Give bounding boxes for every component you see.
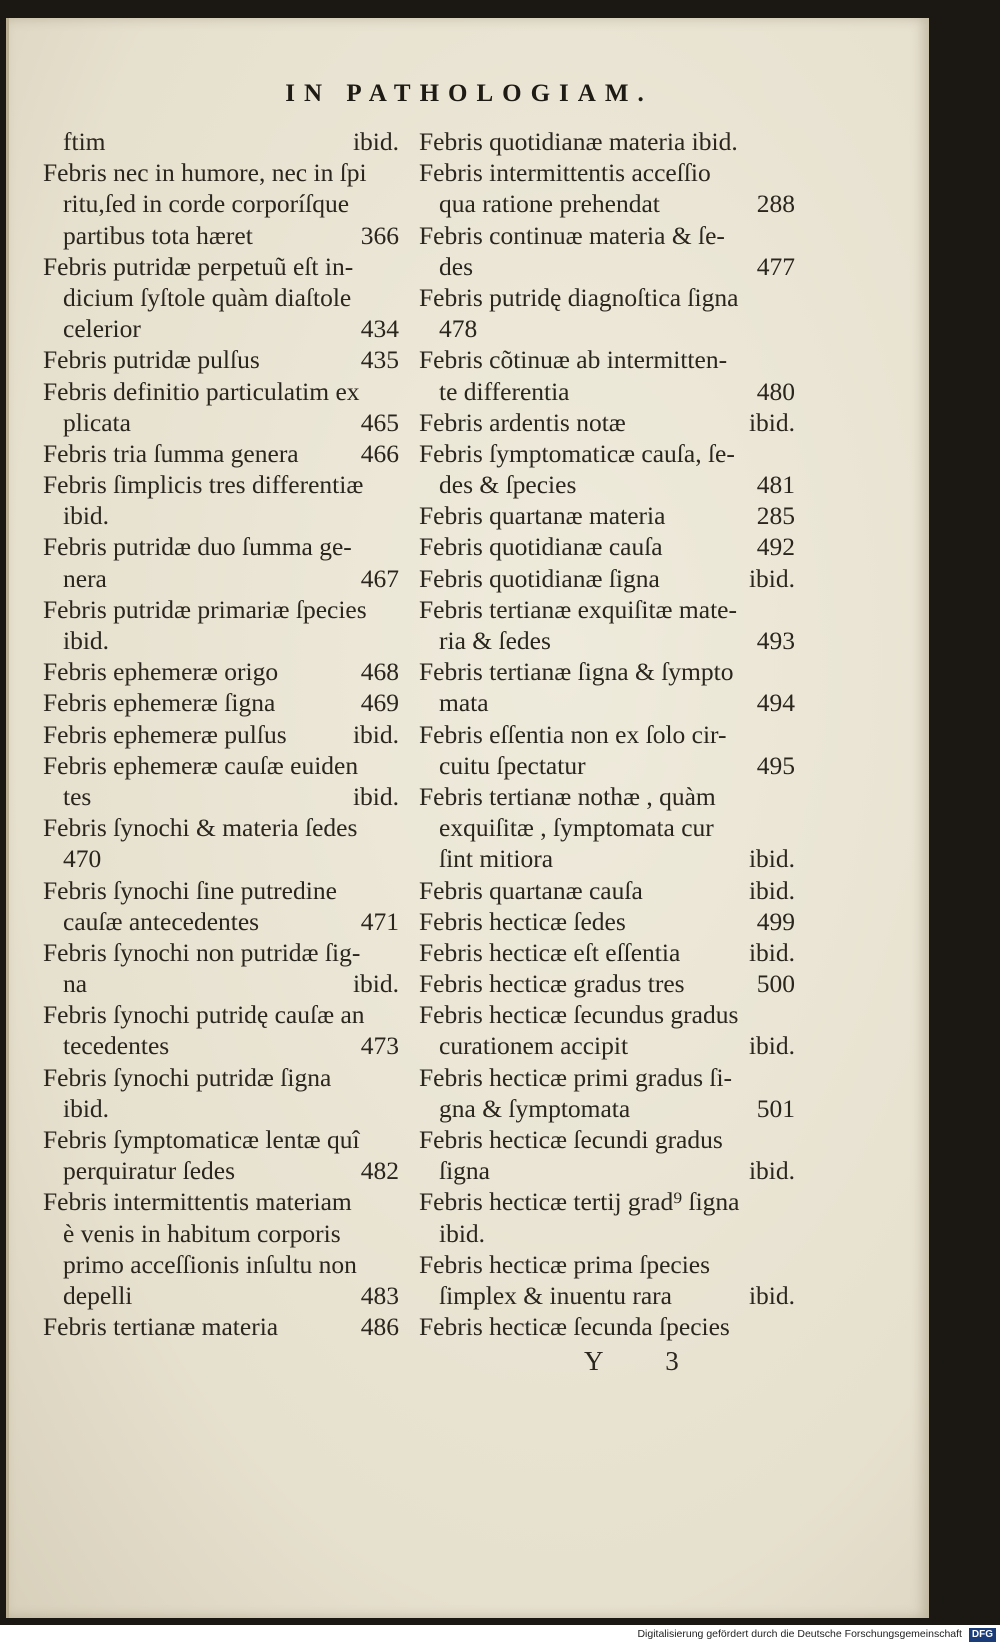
index-entry-text: Febris ſynochi non putridæ ſig- xyxy=(43,937,361,967)
index-entry-text: 470 xyxy=(63,844,102,874)
index-line xyxy=(419,376,795,407)
index-entry-text: Febris hecticæ ſecundi gradus xyxy=(419,1125,723,1154)
index-entry-text: Febris hecticæ tertij grad⁹ ſigna xyxy=(419,1187,740,1217)
index-entry-text: curationem accipit xyxy=(439,1031,629,1061)
index-line xyxy=(419,220,795,251)
index-line xyxy=(43,220,399,251)
index-page-ref: ibid. xyxy=(748,937,795,967)
index-line xyxy=(419,1155,795,1186)
index-line xyxy=(419,1311,795,1342)
index-page-ref: 495 xyxy=(756,750,795,780)
index-entry-text: Febris hecticæ ſecunda ſpecies xyxy=(419,1312,730,1342)
index-entry-text: te differentia xyxy=(439,376,570,406)
index-line xyxy=(43,282,399,313)
index-entry-text: Febris intermittentis acceſſio xyxy=(419,158,711,188)
index-entry-text: celerior xyxy=(63,314,141,344)
index-entry-text: ſint mitiora xyxy=(439,844,554,874)
index-page-ref: 471 xyxy=(360,906,399,936)
index-line xyxy=(43,1062,399,1093)
index-entry-text: primo acceſſionis inſultu non xyxy=(63,1249,357,1279)
index-page-ref: 434 xyxy=(360,314,399,344)
index-entry-text: Febris hecticæ eſt eſſentia xyxy=(419,937,681,967)
index-entry-text: ſigna xyxy=(439,1156,490,1186)
index-entry-text: Febris ſynochi & materia ſedes xyxy=(43,813,358,843)
index-entry-text: 478 xyxy=(439,314,478,344)
index-entry-text: plicata xyxy=(63,407,131,437)
index-entry-text: Febris quotidianæ ſigna xyxy=(419,563,660,593)
index-entry-text: nera xyxy=(63,563,107,593)
index-page-ref: 366 xyxy=(360,220,399,250)
index-entry-text: Febris definitio particulatim ex xyxy=(43,376,360,406)
index-line xyxy=(419,1218,795,1249)
index-line xyxy=(43,1186,399,1217)
index-line xyxy=(419,1186,795,1217)
index-column-right xyxy=(419,126,795,1342)
index-entry-text: Febris continuæ materia & ſe- xyxy=(419,220,725,250)
index-entry-text: Febris ardentis notæ xyxy=(419,407,626,437)
index-line xyxy=(419,1280,795,1311)
index-line xyxy=(43,687,399,718)
index-entry-text: Febris cõtinuæ ab intermitten- xyxy=(419,345,728,375)
index-entry-text: Febris intermittentis materiam xyxy=(43,1187,352,1217)
index-line xyxy=(419,999,795,1030)
index-entry-text: depelli xyxy=(63,1280,133,1310)
index-page-ref: 435 xyxy=(360,345,399,375)
index-line xyxy=(43,1218,399,1249)
index-line xyxy=(419,937,795,968)
index-line xyxy=(43,1280,399,1311)
index-entry-text: des xyxy=(439,251,473,281)
index-line xyxy=(43,344,399,375)
index-line xyxy=(419,906,795,937)
index-line xyxy=(43,563,399,594)
index-entry-text: Febris tertianæ exquiſitæ mate- xyxy=(419,594,737,624)
index-page-ref: 501 xyxy=(756,1093,795,1123)
index-page-ref: 481 xyxy=(756,470,795,500)
index-line xyxy=(43,438,399,469)
index-entry-text: ria & ſedes xyxy=(439,626,551,655)
index-page-ref: 465 xyxy=(360,407,399,437)
index-entry-text: Febris putridę diagnoſtica ſigna xyxy=(419,282,739,312)
index-entry-text: ibid. xyxy=(439,1218,486,1248)
index-line xyxy=(43,750,399,781)
index-line xyxy=(43,407,399,438)
index-entry-text: Febris ſimplicis tres differentiæ xyxy=(43,470,364,500)
index-page-ref: 469 xyxy=(360,688,399,718)
index-entry-text: Febris ſynochi ſine putredine xyxy=(43,875,337,905)
index-entry-text: ibid. xyxy=(63,626,110,655)
index-line xyxy=(43,906,399,937)
dfg-logo: DFG xyxy=(969,1628,996,1642)
index-page-ref: 467 xyxy=(360,563,399,593)
index-entry-text: Febris hecticæ gradus tres xyxy=(419,969,685,999)
index-page-ref: 493 xyxy=(756,626,795,655)
index-entry-text: na xyxy=(63,969,88,999)
index-entry-text: Febris ſynochi putridę cauſæ an xyxy=(43,1000,365,1030)
index-entry-text: Febris ephemeræ ſigna xyxy=(43,688,276,718)
index-line xyxy=(43,719,399,750)
index-line xyxy=(43,625,399,656)
index-entry-text: ſimplex & inuentu rara xyxy=(439,1280,672,1310)
index-line xyxy=(43,1093,399,1124)
index-entry-text: cuitu ſpectatur xyxy=(439,750,586,780)
index-entry-text: Febris tertianæ materia xyxy=(43,1312,279,1342)
digitization-credit xyxy=(600,1627,996,1641)
index-line xyxy=(419,1124,795,1155)
index-entry-text: Febris ephemeræ cauſæ euiden xyxy=(43,750,359,780)
index-page-ref: ibid. xyxy=(748,563,795,593)
signature-mark: Y 3 xyxy=(584,1346,707,1376)
index-line xyxy=(419,875,795,906)
index-entry-text: dicium ſyſtole quàm diaſtole xyxy=(63,282,352,312)
index-entry-text: tecedentes xyxy=(63,1031,170,1061)
index-page-ref: ibid. xyxy=(748,875,795,905)
index-line xyxy=(419,469,795,500)
index-entry-text: perquiratur ſedes xyxy=(63,1156,236,1186)
index-entry-text: Febris tertianæ nothæ , quàm xyxy=(419,781,716,811)
index-line xyxy=(419,781,795,812)
index-entry-text: Febris quotidianæ cauſa xyxy=(419,532,663,562)
index-entry-text: Febris ephemeræ pulſus xyxy=(43,719,287,749)
index-line xyxy=(43,1311,399,1342)
index-line xyxy=(43,469,399,500)
index-page-ref: ibid. xyxy=(748,1280,795,1310)
index-page-ref: 468 xyxy=(360,657,399,687)
index-page-ref: 499 xyxy=(756,906,795,936)
index-column-left xyxy=(43,126,399,1342)
index-line xyxy=(43,1030,399,1061)
index-line xyxy=(419,719,795,750)
index-entry-text: des & ſpecies xyxy=(439,470,577,500)
index-page-ref: 486 xyxy=(360,1312,399,1342)
index-page-ref: ibid. xyxy=(352,127,399,156)
index-line xyxy=(419,563,795,594)
index-entry-text: Febris putridæ primariæ ſpecies xyxy=(43,594,367,624)
index-page-ref: 492 xyxy=(756,532,795,562)
index-entry-text: Febris quotidianæ materia ibid. xyxy=(419,127,738,156)
index-line xyxy=(419,1093,795,1124)
index-entry-text: gna & ſymptomata xyxy=(439,1093,631,1123)
index-line xyxy=(419,157,795,188)
index-entry-text: Febris nec in humore, nec in ſpi xyxy=(43,158,367,188)
index-entry-text: ibid. xyxy=(63,501,110,531)
index-entry-text: Febris quartanæ cauſa xyxy=(419,875,643,905)
index-entry-text: Febris ephemeræ origo xyxy=(43,657,279,687)
index-entry-text: ibid. xyxy=(63,1093,110,1123)
index-line xyxy=(419,1062,795,1093)
index-entry-text: Febris tertianæ ſigna & ſympto xyxy=(419,657,734,687)
index-line xyxy=(43,313,399,344)
index-entry-text: è venis in habitum corporis xyxy=(63,1218,341,1248)
index-line xyxy=(419,251,795,282)
index-page-ref: ibid. xyxy=(748,844,795,874)
index-line xyxy=(43,1249,399,1280)
index-entry-text: Febris hecticæ ſecundus gradus xyxy=(419,1000,739,1030)
index-page-ref: 466 xyxy=(360,438,399,468)
index-line xyxy=(419,126,795,157)
index-page-ref: 494 xyxy=(756,688,795,718)
index-entry-text: Febris quartanæ materia xyxy=(419,501,666,531)
index-line xyxy=(419,438,795,469)
index-line xyxy=(419,656,795,687)
index-entry-text: Febris hecticæ prima ſpecies xyxy=(419,1249,711,1279)
index-entry-text: tes xyxy=(63,781,92,811)
index-entry-text: Febris ſynochi putridæ ſigna xyxy=(43,1062,332,1092)
index-line xyxy=(43,251,399,282)
index-entry-text: ritu,ſed in corde corporíſque xyxy=(63,189,350,219)
index-line xyxy=(43,999,399,1030)
index-page-ref: ibid. xyxy=(352,781,399,811)
index-line xyxy=(419,188,795,219)
index-page-ref: 482 xyxy=(360,1156,399,1186)
index-line xyxy=(43,500,399,531)
index-entry-text: Febris eſſentia non ex ſolo cir- xyxy=(419,719,727,749)
index-entry-text: mata xyxy=(439,688,489,718)
credit-text: Digitalisierung gefördert durch die Deutsche Forschungsgemeinschaft xyxy=(637,1628,962,1640)
index-line xyxy=(43,843,399,874)
index-page-ref: ibid. xyxy=(748,1156,795,1186)
index-page-ref: 473 xyxy=(360,1031,399,1061)
index-page-ref: 285 xyxy=(756,501,795,531)
index-entry-text: partibus tota hæret xyxy=(63,220,253,250)
index-entry-text: Febris tria ſumma genera xyxy=(43,438,299,468)
index-entry-text: qua ratione prehendat xyxy=(439,189,660,219)
index-line xyxy=(43,126,399,157)
index-page-ref: ibid. xyxy=(352,719,399,749)
index-entry-text: Febris ſymptomaticæ cauſa, ſe- xyxy=(419,438,735,468)
index-entry-text: exquiſitæ , ſymptomata cur xyxy=(439,813,714,843)
index-entry-text: Febris putridæ duo ſumma ge- xyxy=(43,532,352,562)
index-page-ref: ibid. xyxy=(748,407,795,437)
index-page-ref: 288 xyxy=(756,189,795,219)
index-line xyxy=(43,875,399,906)
index-line xyxy=(43,937,399,968)
index-line xyxy=(419,750,795,781)
index-entry-text: cauſæ antecedentes xyxy=(63,906,260,936)
index-entry-text: Febris hecticæ ſedes xyxy=(419,906,626,936)
index-line xyxy=(43,1124,399,1155)
index-page-ref: 477 xyxy=(756,251,795,281)
index-entry-text: Febris putridæ perpetuũ eſt in- xyxy=(43,251,354,281)
book-page xyxy=(6,18,929,1618)
index-line xyxy=(419,968,795,999)
index-line xyxy=(419,407,795,438)
index-line xyxy=(419,313,795,344)
index-line xyxy=(43,1155,399,1186)
index-line xyxy=(419,1249,795,1280)
index-line xyxy=(419,531,795,562)
index-page-ref: 500 xyxy=(756,969,795,999)
index-entry-text: Febris ſymptomaticæ lentæ quî xyxy=(43,1125,360,1154)
index-page-ref: ibid. xyxy=(352,969,399,999)
index-entry-text: Febris hecticæ primi gradus ſi- xyxy=(419,1062,733,1092)
index-line xyxy=(419,843,795,874)
index-line xyxy=(43,157,399,188)
index-page-ref: 480 xyxy=(756,376,795,406)
index-line xyxy=(419,1030,795,1061)
index-line xyxy=(43,376,399,407)
index-line xyxy=(43,781,399,812)
index-line xyxy=(419,344,795,375)
index-line xyxy=(43,531,399,562)
index-page-ref: 483 xyxy=(360,1280,399,1310)
index-line xyxy=(419,687,795,718)
index-line xyxy=(419,594,795,625)
index-entry-text: Febris putridæ pulſus xyxy=(43,345,260,375)
index-line xyxy=(43,656,399,687)
index-line xyxy=(419,500,795,531)
index-line xyxy=(43,968,399,999)
index-line xyxy=(419,812,795,843)
index-line xyxy=(43,188,399,219)
running-head: IN PATHOLOGIAM. xyxy=(285,80,653,107)
index-line xyxy=(419,625,795,656)
index-line xyxy=(419,282,795,313)
index-entry-text: ftim xyxy=(63,127,106,156)
index-line xyxy=(43,812,399,843)
index-line xyxy=(43,594,399,625)
index-page-ref: ibid. xyxy=(748,1031,795,1061)
